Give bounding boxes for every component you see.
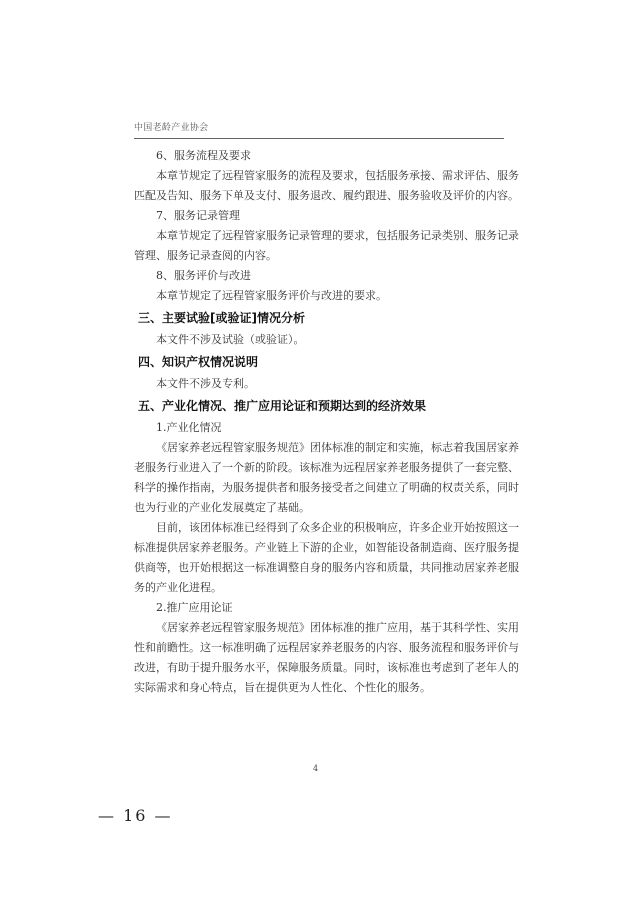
paragraph-line: 改进，有助于提升服务水平，保障服务质量。同时，该标准也考虑到了老年人的 bbox=[134, 661, 519, 674]
paragraph-line: 也为行业的产业化发展奠定了基础。 bbox=[134, 501, 310, 514]
subsection-2-title: 2.推广应用论证 bbox=[156, 601, 233, 614]
paragraph-line: 性和前瞻性。这一标准明确了远程居家养老服务的内容、服务流程和服务评价与 bbox=[134, 641, 519, 654]
paragraph-line: 本文件不涉及试验（或验证）。 bbox=[156, 333, 305, 346]
header-divider bbox=[134, 138, 504, 139]
paragraph-line: 《居家养老远程管家服务规范》团体标准的推广应用，基于其科学性、实用 bbox=[156, 621, 519, 634]
section-6-title: 6、服务流程及要求 bbox=[156, 149, 251, 162]
page-number: 4 bbox=[313, 764, 319, 773]
document-body bbox=[134, 146, 519, 698]
paragraph-line: 实际需求和身心特点，旨在提供更为人性化、个性化的服务。 bbox=[134, 681, 431, 694]
paragraph-line: 《居家养老远程管家服务规范》团体标准的制定和实施，标志着我国居家养 bbox=[156, 441, 519, 454]
paragraph-line: 供商等，也开始根据这一标准调整自身的服务内容和质量，共同推动居家养老服 bbox=[134, 561, 519, 574]
subsection-1-title: 1.产业化情况 bbox=[156, 421, 222, 434]
paragraph-line: 科学的操作指南，为服务提供者和服务接受者之间建立了明确的权责关系，同时 bbox=[134, 481, 519, 494]
paragraph-line: 务的产业化进程。 bbox=[134, 581, 222, 594]
heading-industrialization: 五、产业化情况、推广应用论证和预期达到的经济效果 bbox=[138, 399, 427, 413]
heading-test-analysis: 三、主要试验[或验证]情况分析 bbox=[138, 311, 305, 325]
paragraph-line: 管理、服务记录查阅的内容。 bbox=[134, 249, 277, 262]
section-7-title: 7、服务记录管理 bbox=[156, 209, 240, 222]
paragraph-line: 本文件不涉及专利。 bbox=[156, 377, 255, 390]
paragraph-line: 本章节规定了远程管家服务评价与改进的要求。 bbox=[156, 289, 387, 302]
heading-ip-statement: 四、知识产权情况说明 bbox=[138, 355, 259, 369]
paragraph-line: 匹配及告知、服务下单及支付、服务退改、履约跟进、服务验收及评价的内容。 bbox=[134, 189, 519, 202]
section-8-title: 8、服务评价与改进 bbox=[156, 269, 251, 282]
footer-page-number: — 16 — bbox=[98, 806, 173, 825]
paragraph-line: 本章节规定了远程管家服务的流程及要求，包括服务承接、需求评估、服务 bbox=[156, 169, 519, 182]
header-organization: 中国老龄产业协会 bbox=[134, 123, 209, 133]
paragraph-line: 目前，该团体标准已经得到了众多企业的积极响应，许多企业开始按照这一 bbox=[156, 521, 519, 534]
paragraph-line: 本章节规定了远程管家服务记录管理的要求，包括服务记录类别、服务记录 bbox=[156, 229, 519, 242]
paragraph-line: 老服务行业进入了一个新的阶段。该标准为远程居家养老服务提供了一套完整、 bbox=[134, 461, 519, 474]
paragraph-line: 标准提供居家养老服务。产业链上下游的企业，如智能设备制造商、医疗服务提 bbox=[134, 541, 519, 554]
